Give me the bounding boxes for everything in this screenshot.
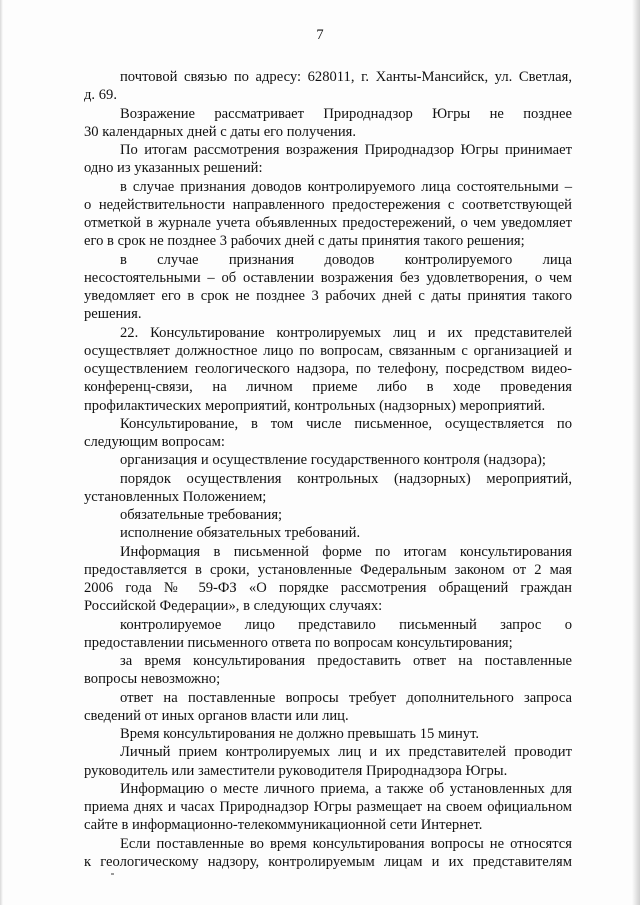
text-line: сведений от иных органов власти или лиц. [84, 707, 349, 724]
text-line: 30 календарных дней с даты его получения. [84, 123, 357, 140]
text-line: предоставляется в сроки, установленные Федеральным законом от 2 мая [84, 561, 572, 578]
text-line: Информацию о месте личного приема, а также об установленных для [120, 780, 572, 797]
text-line: профилактических мероприятий, контрольных (надзорных) мероприятий. [84, 397, 546, 414]
text-line: предоставлении письменного ответа по вопросам консультирования; [84, 634, 513, 651]
text-line: осуществлением геологического надзора, по телефону, посредством видео- [84, 361, 572, 377]
text-line: его в срок не позднее 3 рабочих дней с даты принятия такого решения; [84, 233, 525, 250]
text-line: обязательные требования; [120, 507, 283, 523]
text-line: 22. Консультирование контролируемых лиц и их представителей [120, 324, 572, 341]
text-line: в случае признания доводов контролируемого лица [120, 251, 572, 268]
document-body [84, 68, 572, 871]
text-line: д. 69. [84, 87, 117, 104]
text-line: одно из указанных решений: [84, 160, 263, 177]
text-line: 2006 года № 59-ФЗ «О порядке рассмотрения обращений граждан [84, 580, 572, 596]
text-line: отметкой в журнале учета объявленных предостережений, о чем уведомляет [84, 215, 572, 231]
text-line: Время консультирования не должно превышать 15 минут. [120, 726, 480, 742]
scan-speck [111, 873, 114, 875]
text-line: Личный прием контролируемых лиц и их представителей проводит [120, 744, 572, 761]
text-line: о недействительности направленного предостережения с соответствующей [84, 196, 572, 213]
text-line: в случае признания доводов контролируемого лица состоятельными – [120, 178, 572, 195]
text-line: приема днях и часах Природнадзор Югры размещает на своем официальном [84, 799, 572, 815]
text-line: к геологическому надзору, контролируемым лицам и их представителям [84, 853, 572, 870]
text-line: руководитель или заместители руководителя Природнадзора Югры. [84, 762, 508, 779]
text-line: несостоятельными – об оставлении возражения без удовлетворения, о чем [84, 269, 572, 286]
text-line: Возражение рассматривает Природнадзор Югры не позднее [120, 105, 572, 122]
text-line: решения. [84, 306, 142, 323]
text-line: контролируемое лицо представило письменный запрос о [120, 616, 572, 633]
text-line: ответ на поставленные вопросы требует дополнительного запроса [120, 689, 572, 706]
text-line: за время консультирования предоставить ответ на поставленные [120, 653, 572, 669]
text-line: организация и осуществление государственного контроля (надзора); [120, 452, 546, 469]
text-line: конференц-связи, на личном приеме либо в ходе проведения [84, 379, 572, 396]
text-line: По итогам рассмотрения возражения Природнадзор Югры принимает [120, 142, 572, 158]
text-line: Если поставленные во время консультирования вопросы не относятся [120, 835, 572, 852]
text-line: Консультирование, в том числе письменное, осуществляется по [120, 415, 572, 432]
text-line: сайте в информационно-телекоммуникационной сети Интернет. [84, 817, 483, 834]
text-line: порядок осуществления контрольных (надзорных) мероприятий, [120, 470, 572, 487]
page-number: 7 [316, 27, 324, 43]
text-line: осуществляет должностное лицо по вопросам, связанным с организацией и [84, 342, 572, 359]
text-line: следующим вопросам: [84, 434, 225, 450]
scan-edge-left [0, 0, 3, 905]
text-line: почтовой связью по адресу: 628011, г. Ханты-Мансийск, ул. Светлая, [120, 69, 572, 85]
scan-edge-right [632, 0, 640, 905]
text-line: установленных Положением; [84, 488, 267, 505]
text-line: Российской Федерации», в следующих случаях: [84, 598, 383, 615]
text-line: вопросы невозможно; [84, 671, 221, 688]
text-line: Информация в письменной форме по итогам консультирования [120, 543, 572, 560]
text-line: уведомляет его в срок не позднее 3 рабочих дней с даты принятия такого [84, 288, 572, 304]
text-line: исполнение обязательных требований. [120, 525, 361, 542]
